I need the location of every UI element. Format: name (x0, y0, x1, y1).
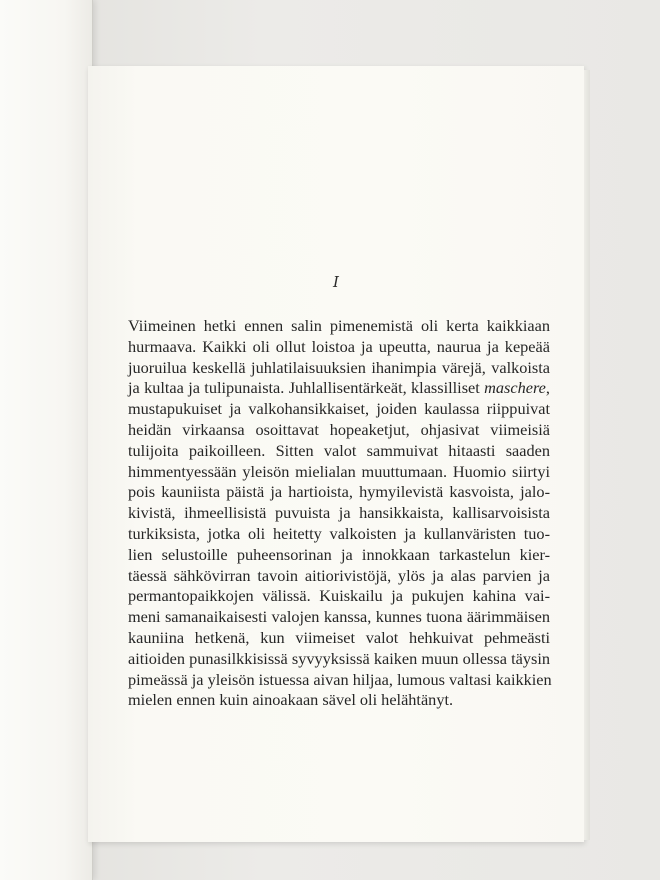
text-line: pois kauniista päistä ja hartioista, hymyilevistä kasvoista, jalo- (128, 482, 550, 502)
text-line: juoruilua keskellä juhlatilaisuuksien ihanimpia värejä, valkoista (128, 357, 550, 377)
text-line: permantopaikkojen välissä. Kuiskailu ja pukujen kahina vai- (128, 586, 550, 606)
page-stack-edge (584, 70, 590, 840)
text-line: tulijoita paikoilleen. Sitten valot sammuivat hitaasti saaden (128, 440, 550, 460)
text-line: mielen ennen kuin ainoakaan sävel oli helähtänyt. (128, 690, 454, 710)
book-page (88, 66, 584, 842)
chapter-number: I (333, 273, 339, 291)
text-line: kivistä, ihmeellisistä puvuista ja hansikkaista, kallisarvoisista (128, 503, 550, 523)
text-line: ja kultaa ja tulipunaista. Juhlallisentärkeät, klassilliset maschere, (128, 378, 550, 398)
text-line: aitioiden punasilkkisissä syvyyksissä kaiken muun ollessa täysin (128, 648, 550, 668)
text-line: meni samanaikaisesti valojen kanssa, kunnes tuona äärimmäisen (128, 607, 550, 627)
text-line: Viimeinen hetki ennen salin pimenemistä oli kerta kaikkiaan (128, 316, 550, 335)
text-line: hurmaava. Kaikki oli ollut loistoa ja upeutta, naurua ja kepeää (128, 336, 550, 356)
text-line: lien selustoille puheensorinan ja innokkaan tarkastelun kier- (128, 544, 550, 564)
previous-page-edge (0, 0, 93, 880)
text-line: pimeässä ja yleisön istuessa aivan hiljaa, lumous valtasi kaikkien (128, 669, 552, 689)
text-line: täessä sähkövirran tavoin aitiorivistöjä, ylös ja alas parvien ja (128, 565, 550, 585)
text-line: himmentyessään yleisön mielialan muuttumaan. Huomio siirtyi (128, 461, 550, 481)
text-line: mustapukuiset ja valkohansikkaiset, joiden kaulassa riippuivat (128, 399, 550, 419)
text-line: kauniina hetkenä, kun viimeiset valot hehkuivat pehmeästi (128, 627, 550, 647)
text-line: turkiksista, jotka oli heitetty valkoisten ja kullanväristen tuo- (128, 523, 550, 543)
body-paragraph (128, 316, 550, 711)
text-line: heidän virkaansa osoittavat hopeaketjut, ohjasivat viimeisiä (128, 419, 550, 439)
italic-word: maschere (484, 378, 546, 398)
